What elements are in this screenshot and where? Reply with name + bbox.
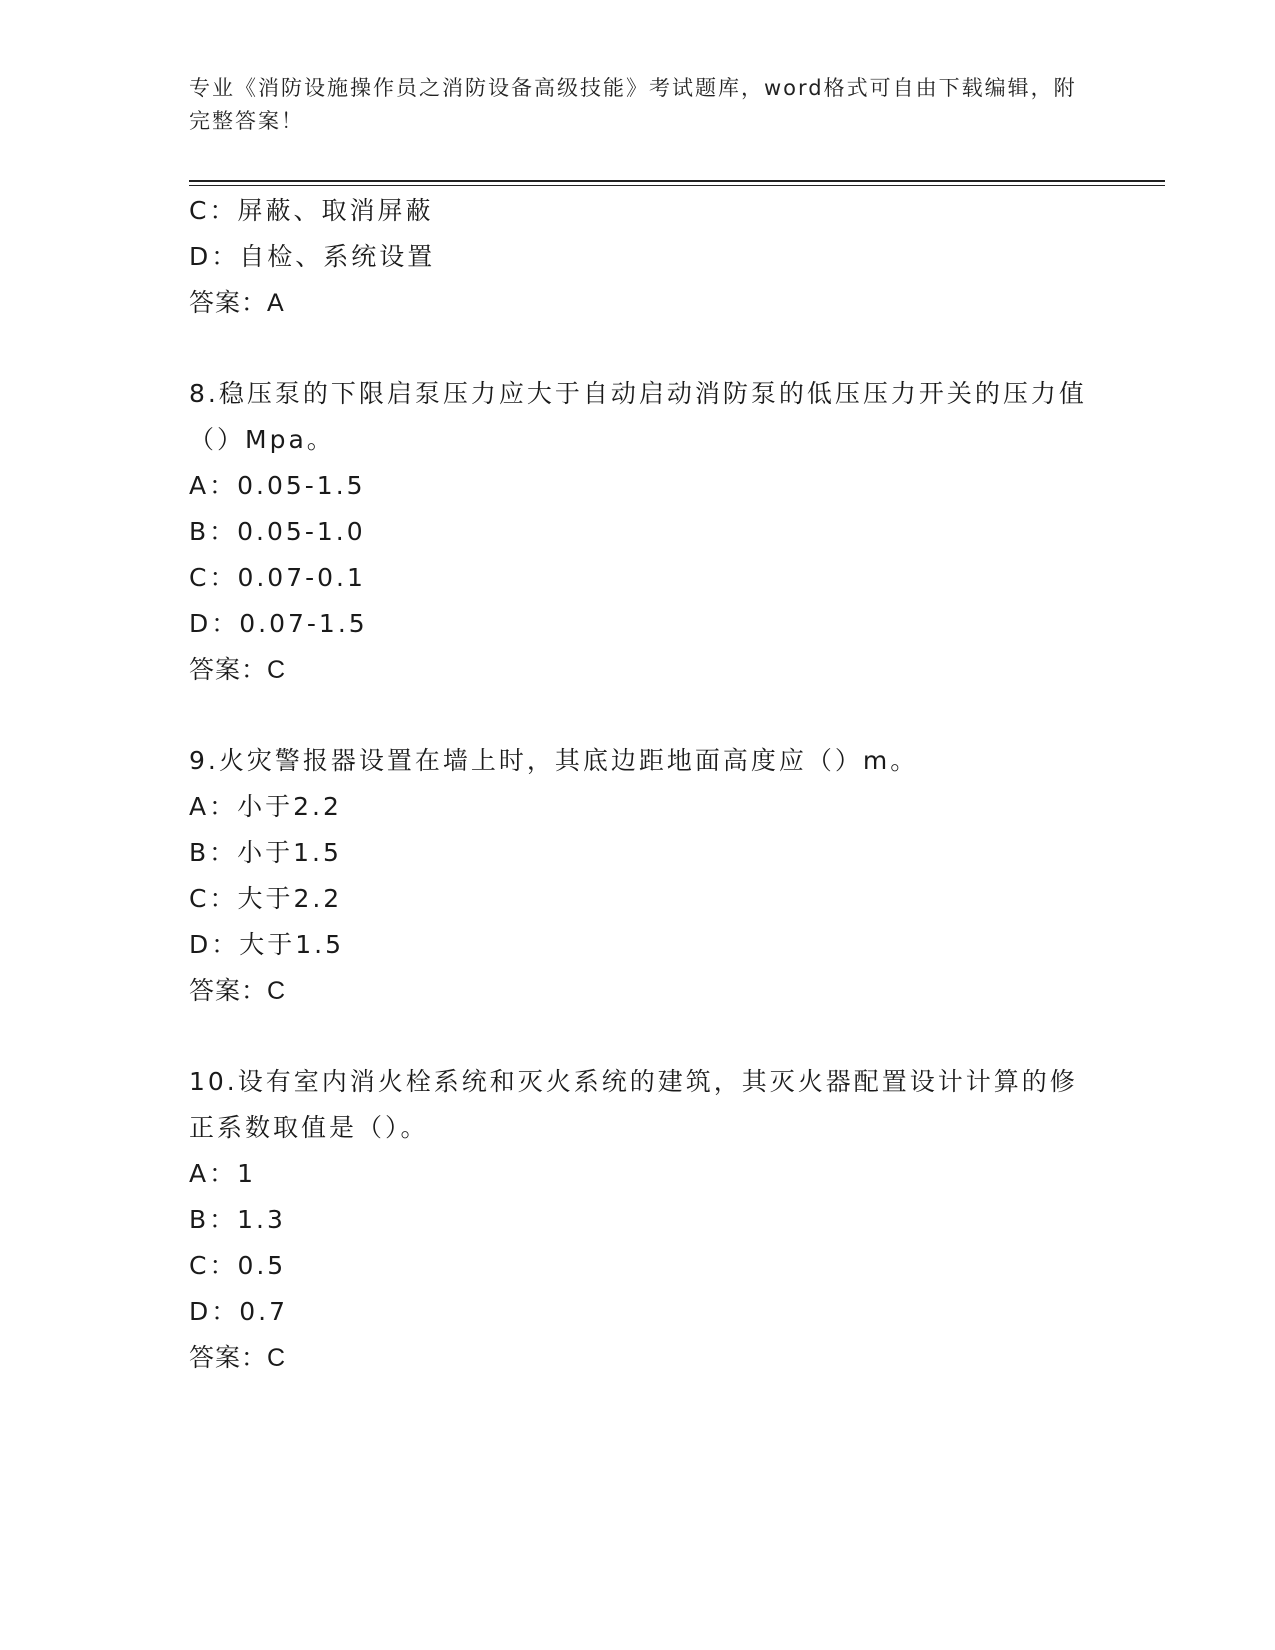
answer-line: 答案：A — [189, 289, 285, 317]
option-c: C：0.5 — [189, 1251, 287, 1280]
option-c: C：屏蔽、取消屏蔽 — [189, 196, 434, 225]
option-b: B：1.3 — [189, 1205, 286, 1234]
question-text: 10.设有室内消火栓系统和灭火系统的建筑，其灭火器配置设计计算的修正系数取值是（）。 — [189, 1067, 1078, 1142]
header-divider-thick — [189, 180, 1165, 182]
option-d: D：自检、系统设置 — [189, 242, 436, 271]
question-10-block — [189, 1059, 1089, 1381]
option-a: A：小于2.2 — [189, 792, 342, 821]
answer-line: 答案：C — [189, 977, 287, 1005]
option-b: B：小于1.5 — [189, 838, 342, 867]
option-a: A：0.05-1.5 — [189, 471, 366, 500]
option-d: D：0.07-1.5 — [189, 609, 368, 638]
option-d: D：0.7 — [189, 1297, 289, 1326]
answer-line: 答案：C — [189, 1344, 287, 1372]
header-text: 专业《消防设施操作员之消防设备高级技能》考试题库，word格式可自由下载编辑，附完整答案！ — [189, 76, 1077, 133]
spacer — [189, 693, 1089, 738]
option-b: B：0.05-1.0 — [189, 517, 366, 546]
spacer — [189, 1014, 1089, 1059]
option-a: A：1 — [189, 1159, 257, 1188]
option-c: C：0.07-0.1 — [189, 563, 366, 592]
option-d: D：大于1.5 — [189, 930, 345, 959]
question-9-block — [189, 738, 1089, 1014]
question-content — [189, 188, 1089, 1381]
question-text: 9.火灾警报器设置在墙上时，其底边距地面高度应（）m。 — [189, 746, 919, 775]
question-8-block — [189, 371, 1089, 693]
spacer — [189, 326, 1089, 371]
option-c: C：大于2.2 — [189, 884, 343, 913]
prev-question-block — [189, 188, 1089, 326]
answer-line: 答案：C — [189, 656, 287, 684]
document-header — [189, 72, 1089, 138]
question-text: 8.稳压泵的下限启泵压力应大于自动启动消防泵的低压压力开关的压力值（）Mpa。 — [189, 379, 1087, 454]
header-divider-thin — [189, 185, 1165, 186]
